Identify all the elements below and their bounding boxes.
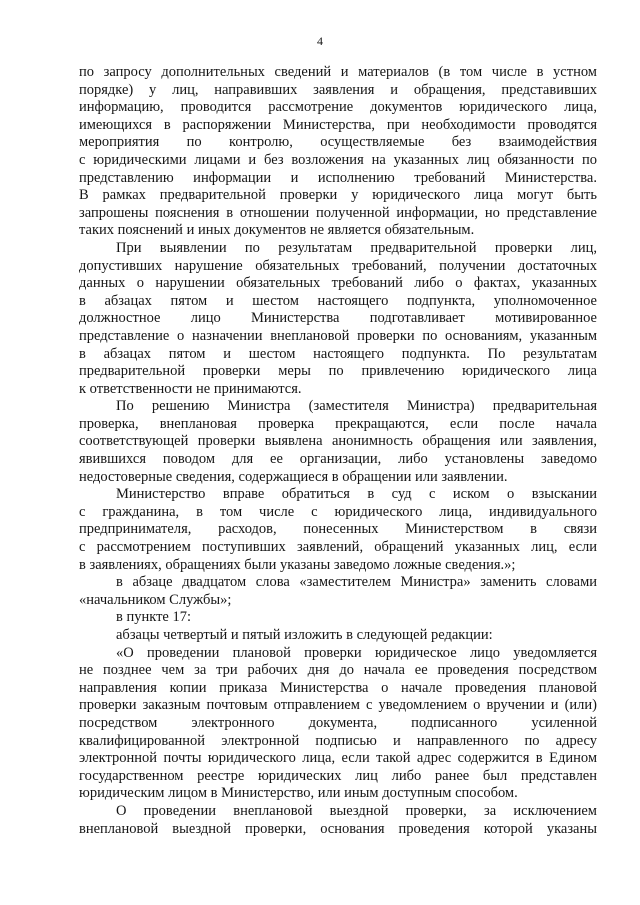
text-line: При выявлении по результатам предварительной проверки лиц, (116, 239, 597, 256)
text-line: предпринимателя, расходов, понесенных Министерством в связи (79, 521, 597, 538)
text-line: с гражданина, в том числе с юридического лица, индивидуального (79, 503, 597, 520)
text-line: юридическим лицом в Министерство, или иным доступным способом. (79, 785, 518, 802)
paragraph (79, 64, 597, 240)
text-line: в абзацах пятом и шестом настоящего подпункта. По результатам (79, 345, 597, 362)
text-line: допустивших нарушение обязательных требований, получении достаточных (79, 257, 597, 274)
text-line: явившихся поводом для ее организации, либо установлены заведомо (79, 451, 597, 468)
text-line: в абзаце двадцатом слова «заместителем Министра» заменить словами (116, 574, 597, 591)
text-line: не позднее чем за три рабочих дня до начала ее проведения посредством (79, 662, 597, 679)
text-line: В рамках предварительной проверки у юридического лица могут быть (79, 187, 597, 204)
text-line: По решению Министра (заместителя Министра) предварительная (116, 398, 597, 415)
text-line: информацию, проводится рассмотрение документов юридического лица, (79, 99, 597, 116)
paragraph (79, 240, 597, 398)
text-line: электронной почты юридического лица, если такой адрес содержится в Едином (79, 750, 597, 767)
text-line: «О проведении плановой проверки юридическое лицо уведомляется (116, 644, 597, 661)
text-line: с юридическими лицами и без возложения на указанных лиц обязанности по (79, 151, 597, 168)
text-line: квалифицированной электронной подписью и направленного по адресу (79, 732, 597, 749)
text-line: порядке) у лиц, направивших заявления и обращения, представивших (79, 81, 597, 98)
text-line: представлению информации и исполнению требований Министерства. (79, 169, 597, 186)
page-number: 4 (317, 34, 323, 48)
text-line: запрошены пояснения в отношении полученной информации, но представление (79, 204, 597, 221)
text-line: внеплановой выездной проверки, основания проведения которой указаны (79, 820, 597, 837)
document-body (79, 64, 597, 838)
paragraph (79, 486, 597, 574)
text-line: проверка, внеплановая проверка прекращаются, если после начала (79, 415, 597, 432)
text-line: предварительной проверки меры по привлечению юридического лица (79, 363, 597, 380)
text-line: представление о назначении внеплановой проверки по основаниям, указанным (79, 327, 597, 344)
text-line: Министерство вправе обратиться в суд с иском о взыскании (116, 486, 597, 503)
text-line: с рассмотрением поступивших заявлений, обращений указанных лиц, если (79, 539, 597, 556)
text-line: О проведении внеплановой выездной проверки, за исключением (116, 802, 597, 819)
paragraph (79, 398, 597, 486)
text-line: имеющихся в распоряжении Министерства, при необходимости проводятся (79, 116, 597, 133)
text-line: абзацы четвертый и пятый изложить в следующей редакции: (116, 627, 493, 643)
text-line: соответствующей проверки выявлена анонимность обращения или заявления, (79, 433, 597, 450)
text-line: направления копии приказа Министерства о начале проведения плановой (79, 679, 597, 696)
text-line: мероприятия по контролю, осуществляемые без взаимодействия (79, 134, 597, 151)
paragraph (79, 627, 597, 645)
paragraph (79, 574, 597, 609)
text-line: данных о нарушении обязательных требований либо о фактах, указанных (79, 275, 597, 292)
text-line: в абзацах пятом и шестом настоящего подпункта, уполномоченное (79, 292, 597, 309)
text-line: к ответственности не принимаются. (79, 380, 302, 397)
text-line: недостоверные сведения, содержащиеся в обращении или заявлении. (79, 468, 508, 485)
text-line: проверки заказным почтовым отправлением с уведомлением о вручении и (или) (79, 697, 597, 714)
text-line: посредством электронного документа, подписанного усиленной (79, 714, 597, 731)
paragraph (79, 803, 597, 838)
paragraph (79, 609, 597, 627)
paragraph (79, 645, 597, 803)
text-line: государственном реестре юридических лиц либо ранее был представлен (79, 767, 597, 784)
text-line: в пункте 17: (116, 609, 192, 626)
text-line: таких пояснений и иных документов не является обязательным. (79, 222, 475, 239)
text-line: должностное лицо Министерства подготавливает мотивированное (79, 310, 597, 327)
text-line: «начальником Службы»; (79, 591, 232, 608)
text-line: по запросу дополнительных сведений и материалов (в том числе в устном (79, 64, 597, 80)
text-line: в заявлениях, обращениях были указаны заведомо ложные сведения.»; (79, 556, 516, 573)
